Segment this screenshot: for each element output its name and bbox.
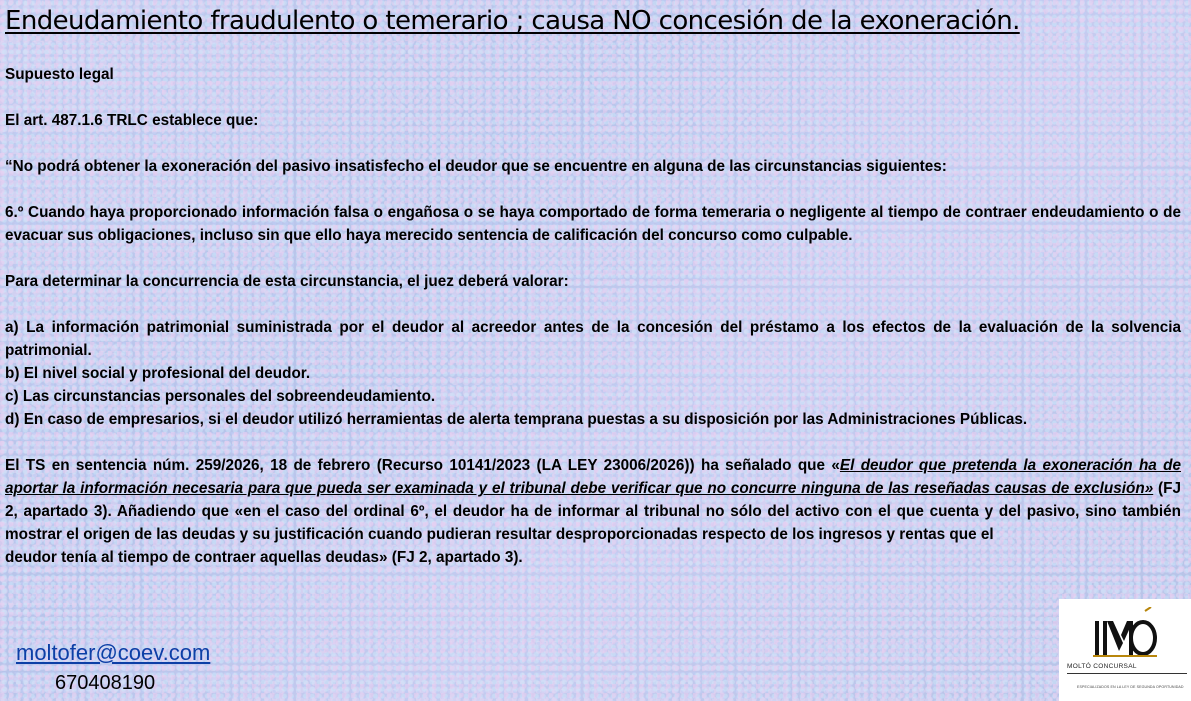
criterion-item: a) La información patrimonial suministrada por el deudor al acreedor antes de la concesión del préstamo a los efectos de la evaluación de la solvencia patrimonial.	[5, 319, 1181, 359]
criteria-intro: Para determinar la concurrencia de esta circunstancia, el juez deberá valorar:	[5, 273, 569, 290]
intro-paragraph: El art. 487.1.6 TRLC establece que:	[5, 112, 259, 129]
mo-monogram-icon	[1093, 607, 1159, 661]
ts-last-line: deudor tenía al tiempo de contraer aquellas deudas» (FJ 2, apartado 3).	[5, 549, 523, 566]
document-body	[5, 63, 1181, 569]
page-title: Endeudamiento fraudulento o temerario ; causa NO concesión de la exoneración.	[5, 6, 1020, 36]
section-heading: Supuesto legal	[5, 66, 114, 83]
criterion-item: c) Las circunstancias personales del sobreendeudamiento.	[5, 388, 436, 405]
email-link[interactable]: moltofer@coev.com	[16, 640, 211, 665]
ts-quote: El deudor que pretenda la exoneración ha de aportar la información necesaria para que pueda ser examinada y el tribunal debe verificar que no concurre ninguna de las reseñadas causas de exclusión»	[5, 457, 1181, 497]
molto-concursal-logo: MOLTÓ CONCURSAL ESPECIALIZADOS EN LA LEY DE SEGUNDA OPORTUNIDAD	[1059, 599, 1191, 701]
ts-paragraph	[5, 454, 1181, 546]
quote-opening: “No podrá obtener la exoneración del pasivo insatisfecho el deudor que se encuentre en alguna de las circunstancias siguientes:	[5, 158, 947, 175]
ordinal-6-paragraph: 6.º Cuando haya proporcionado información falsa o engañosa o se haya comportado de forma temeraria o negligente al tiempo de contraer endeudamiento o de evacuar sus obligaciones, incluso sin que ello haya merecido sentencia de calificación del concurso como culpable.	[5, 204, 1181, 244]
ts-rest: (FJ 2, apartado 3). Añadiendo que «en el caso del ordinal 6º, el deudor ha de informar al tribunal no sólo del activo con el que cuenta y del pasivo, sino también mostrar el origen de las deudas y su justificación cuando pudieran resultar desproporcionadas respecto de los ingresos y rentas que el	[5, 480, 1181, 543]
criteria-list	[5, 316, 1181, 431]
ts-lead: El TS en sentencia núm. 259/2026, 18 de febrero (Recurso 10141/2023 (LA LEY 23006/2026)) ha señalado que «	[5, 457, 840, 474]
criterion-item: d) En caso de empresarios, si el deudor utilizó herramientas de alerta temprana puestas a su disposición por las Administraciones Públicas.	[5, 411, 1028, 428]
criterion-item: b) El nivel social y profesional del deudor.	[5, 365, 311, 382]
phone-number: 670408190	[55, 672, 156, 694]
